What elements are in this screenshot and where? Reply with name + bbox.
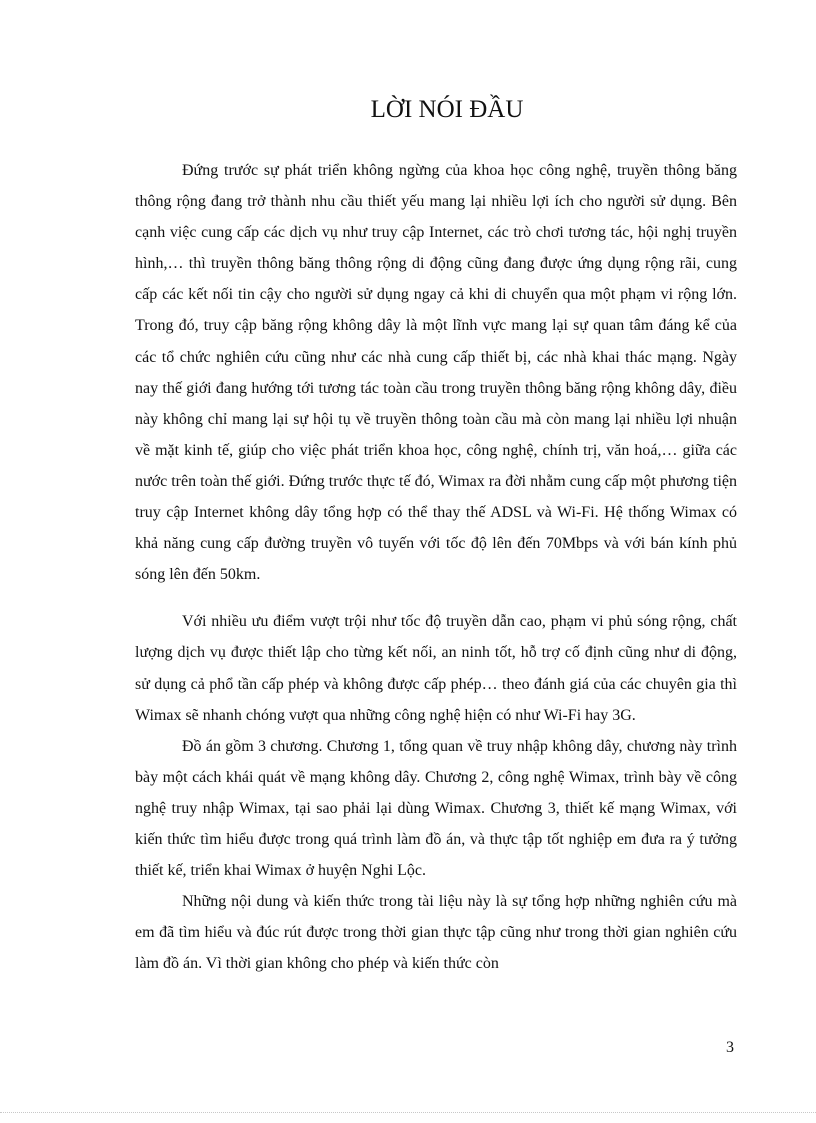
paragraph-intro: Đứng trước sự phát triển không ngừng của khoa học công nghệ, truyền thông băng thông rộng đang trở thành nhu cầu thiết yếu mang lại nhiều lợi ích cho người sử dụng. Bên cạnh việc cung cấp các dịch vụ như truy cập Internet, các trò chơi tương tác, hội nghị truyền hình,… thì truyền thông băng thông rộng di động cũng đang được ứng dụng rộng rãi, cung cấp các kết nối tin cậy cho người sử dụng ngay cả khi di chuyển qua một phạm vi rộng lớn. Trong đó, truy cập băng rộng không dây là một lĩnh vực mang lại sự quan tâm đáng kể của các tổ chức nghiên cứu cũng như các nhà cung cấp thiết bị, các nhà khai thác mạng. Ngày nay thế giới đang hướng tới tương tác toàn cầu trong truyền thông băng rộng không dây, điều này không chỉ mang lại sự hội tụ về truyền thông toàn cầu mà còn mang lại nhiều lợi nhuận về mặt kinh tế, giúp cho việc phát triển khoa học, công nghệ, chính trị, văn hoá,… giữa các nước trên toàn thế giới. Đứng trước thực tế đó, Wimax ra đời nhằm cung cấp một phương tiện truy cập Internet không dây tổng hợp có thể thay thế ADSL và Wi-Fi. Hệ thống Wimax có khả năng cung cấp đường truyền vô tuyến với tốc độ lên đến 70Mbps và với bán kính phủ sóng lên đến 50km.	[135, 162, 737, 584]
page-title: LỜI NÓI ĐẦU	[370, 96, 524, 123]
paragraph-structure: Đồ án gồm 3 chương. Chương 1, tổng quan về truy nhập không dây, chương này trình bày một cách khái quát về mạng không dây. Chương 2, công nghệ Wimax, trình bày về công nghệ truy nhập Wimax, tại sao phải lại dùng Wimax. Chương 3, thiết kế mạng Wimax, với kiến thức tìm hiểu được trong quá trình làm đồ án, và thực tập tốt nghiệp em đưa ra ý tưởng thiết kế, triển khai Wimax ở huyện Nghi Lộc.	[135, 737, 737, 880]
paragraph-content: Những nội dung và kiến thức trong tài liệu này là sự tổng hợp những nghiên cứu mà em đã tìm hiểu và đúc rút được trong thời gian thực tập cũng như trong thời gian nghiên cứu làm đồ án. Vì thời gian không cho phép và kiến thức còn	[135, 893, 737, 973]
page-number: 3	[726, 1039, 734, 1056]
page-bottom-rule	[0, 1112, 816, 1113]
document-body	[135, 155, 737, 979]
paragraph-advantages: Với nhiều ưu điểm vượt trội như tốc độ truyền dẫn cao, phạm vi phủ sóng rộng, chất lượng dịch vụ được thiết lập cho từng kết nối, an ninh tốt, hỗ trợ cố định cũng như di động, sử dụng cả phổ tần cấp phép và không được cấp phép… theo đánh giá của các chuyên gia thì Wimax sẽ nhanh chóng vượt qua những công nghệ hiện có như Wi-Fi hay 3G.	[135, 613, 737, 724]
title-block	[0, 96, 816, 124]
